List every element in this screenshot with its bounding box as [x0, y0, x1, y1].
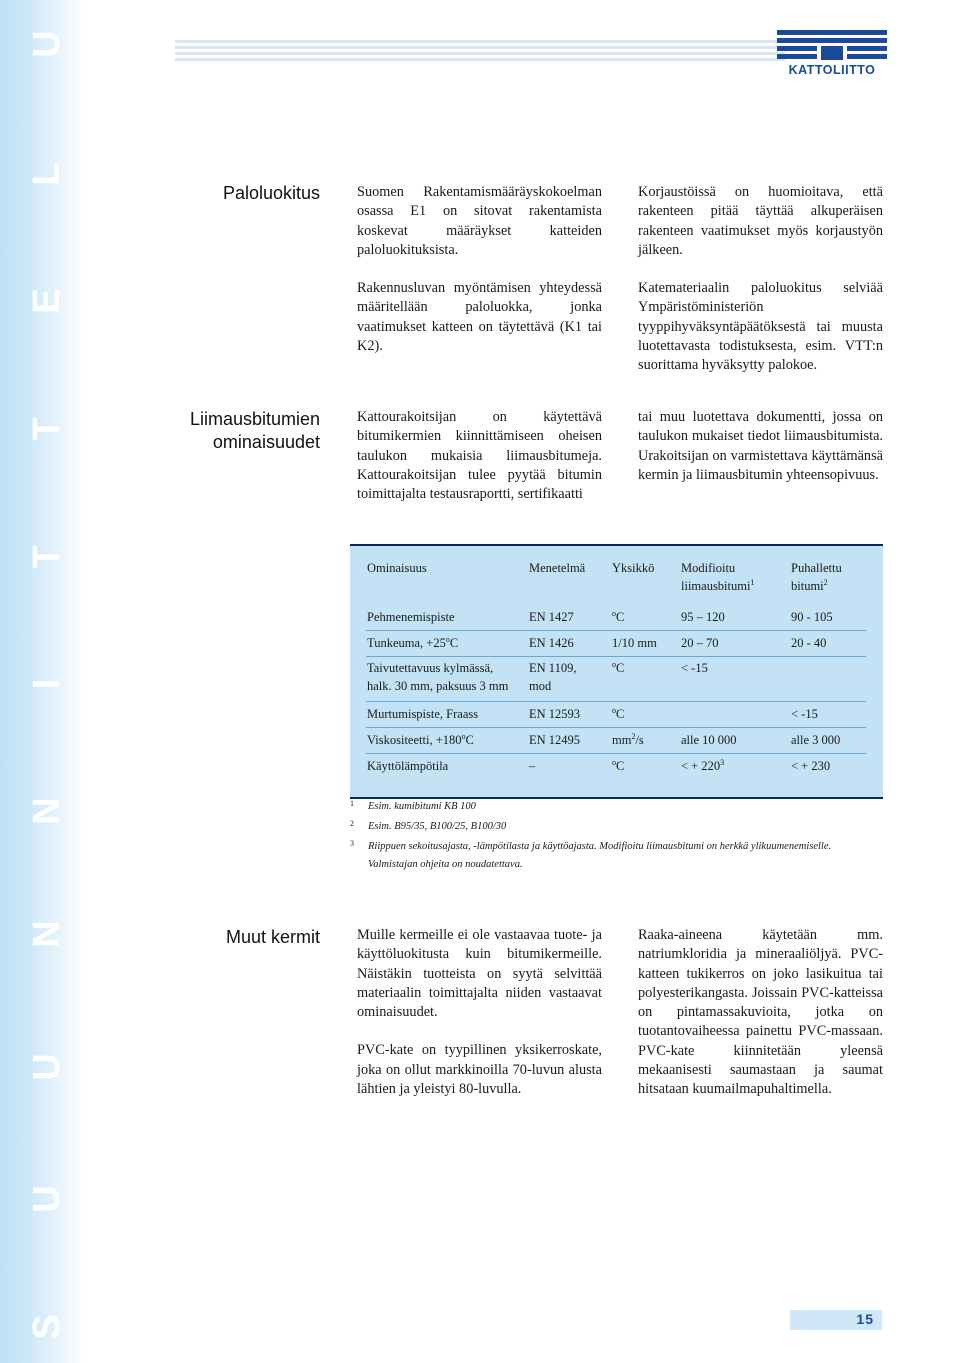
property-text: C [449, 636, 459, 650]
side-band-letter: S [26, 1314, 68, 1340]
footnote-number: 1 [350, 799, 354, 808]
table-row-divider [366, 630, 866, 631]
table-cell-method: EN 12495 [529, 733, 581, 747]
paloluokitus-left-column [357, 183, 602, 375]
table-cell-property [367, 731, 474, 749]
degree-mark: o [612, 706, 616, 715]
table-header-modifioitu [681, 559, 754, 595]
degree-mark: o [612, 609, 616, 618]
footnote-marker: 2 [823, 578, 828, 587]
paragraph: Muille kermeille ei ole vastaavaa tuote- ja käyttöluokitusta kuin bitumikermeille. Näistäkin tuotteista on syytä selvittää materiaalin toimittajalta niiden vastaavat ominaisuudet. [357, 927, 602, 1021]
section-title-muut-kermit: Muut kermit [225, 927, 320, 947]
unit-text: C [616, 661, 625, 675]
table-cell-unit [612, 705, 624, 723]
side-band-letter: T [26, 545, 68, 569]
paragraph: tai muu luotettava dokumentti, jossa on taulukon mukaiset tiedot liimausbitumista. Urakoitsijan on varmistettava käyttämänsä kermin ja liimausbitumin yhteensopivuus. [638, 409, 883, 483]
table-cell-property: Pehmenemispiste [367, 610, 455, 624]
table-cell-modified: alle 10 000 [681, 733, 737, 747]
unit-text: mm [612, 733, 632, 747]
side-band-letter: U [26, 30, 68, 58]
logo-mark-icon [777, 28, 887, 62]
unit-text: C [616, 759, 625, 773]
property-text: Taivutettavuus kylmässä, [367, 661, 494, 675]
table-row-divider [366, 701, 866, 702]
table-header-yksikko: Yksikkö [612, 561, 655, 575]
header-text: Modifioitu [681, 561, 736, 575]
property-text: halk. 30 mm, paksuus 3 mm [367, 679, 509, 693]
table-cell-property [367, 634, 458, 652]
table-cell-unit [612, 659, 624, 677]
table-row-divider [366, 656, 866, 657]
exponent-mark: 2 [631, 732, 636, 741]
table-cell-unit: 1/10 mm [612, 636, 657, 650]
table-header-menetelma: Menetelmä [529, 561, 586, 575]
footnote-text: Esim. B95/35, B100/25, B100/30 [368, 821, 507, 832]
side-band-letter: U [26, 1185, 68, 1213]
table-cell-method: EN 1426 [529, 636, 574, 650]
muut-kermit-right-column [638, 926, 883, 1119]
degree-mark: o [445, 635, 450, 644]
paragraph: Rakennusluvan myöntämisen yhteydessä määritellään paloluokka, jonka vaatimukset katteen on täytettävä (K1 tai K2). [357, 280, 602, 355]
table-header-puhallettu [791, 559, 842, 595]
footnote-text: Valmistajan ohjeita on noudatettava. [368, 859, 523, 870]
table-cell-modified: 95 – 120 [681, 610, 725, 624]
table-cell-modified: 20 – 70 [681, 636, 719, 650]
table-cell-blown: 20 - 40 [791, 636, 827, 650]
method-text: mod [529, 679, 552, 693]
section-title-line: Liimausbitumien [189, 409, 320, 429]
table-cell-blown: < + 230 [791, 759, 831, 773]
side-band-letter: I [26, 678, 68, 690]
unit-text: C [616, 707, 625, 721]
table-cell-method [529, 659, 576, 695]
muut-kermit-left-column [357, 926, 602, 1118]
side-band [0, 0, 85, 1363]
paragraph: Kattourakoitsijan on käytettävä bitumikermien kiinnittämiseen oheisen taulukon mukaisia liimausbitumeja. Kattourakoitsijan tulee pyytää bitumin toimittajalta testausraportti, sertifikaatti [357, 409, 602, 503]
footnote-text: Esim. kumibitumi KB 100 [368, 801, 476, 812]
table-row-divider [366, 753, 866, 754]
table-cell-blown: 90 - 105 [791, 610, 833, 624]
section-title-liimausbitumien [140, 408, 320, 454]
table-cell-method: EN 12593 [529, 707, 581, 721]
degree-mark: o [612, 660, 616, 669]
method-text: EN 1109, [529, 661, 577, 675]
liimausbitumien-right-column [638, 408, 883, 504]
table-cell-method: – [529, 759, 536, 773]
side-band-letter: L [26, 162, 68, 186]
table-cell-property [367, 659, 508, 695]
header-text: Puhallettu [791, 561, 842, 575]
footnote-number: 2 [350, 819, 354, 828]
table-cell-property: Murtumispiste, Fraass [367, 707, 479, 721]
table-cell-unit [612, 731, 644, 749]
degree-mark: o [461, 732, 466, 741]
paragraph: Raaka-aineena käytetään mm. natriumkloridia ja mineraaliöljyä. PVC-katteen tukikerros on joko lasikuitua tai polyesterikangasta. Joissain PVC-katteissa on pintamassakuvioita, jotka on tuotantovaiheessa painettu PVC-massaan. PVC-kate kiinnitetään yleensä mekaanisesti saumastaan ja saumat hitsataan kuumailmapuhaltimella. [638, 927, 883, 1098]
section-title-paloluokitus: Paloluokitus [222, 183, 320, 203]
footnote-marker: 3 [720, 758, 725, 767]
table-cell-unit [612, 608, 624, 626]
table-row-divider [366, 727, 866, 728]
table-cell-blown: alle 3 000 [791, 733, 841, 747]
table-cell-method: EN 1427 [529, 610, 574, 624]
side-band-letter: N [26, 920, 68, 948]
table-cell-modified [681, 757, 724, 775]
footnote-number: 3 [350, 839, 354, 848]
side-band-letter: N [26, 797, 68, 825]
side-band-letter: E [26, 288, 68, 314]
properties-table [350, 544, 883, 799]
paragraph: Suomen Rakentamismääräyskokoelman osassa E1 on sitovat rakentamista koskevat määräykset katteiden paloluokituksista. [357, 184, 602, 258]
paragraph: PVC-kate on tyypillinen yksikerroskate, joka on ollut markkinoilla 70-luvun alusta lähtien ja yleistyi 80-luvulla. [357, 1042, 602, 1098]
table-cell-blown: < -15 [791, 707, 818, 721]
property-text: Viskositeetti, +180 [367, 733, 462, 747]
paloluokitus-right-column [638, 183, 883, 395]
paragraph: Korjaustöissä on huomioitava, että rakenteen pitää täyttää alkuperäisen rakenteen vaatimukset myös korjaustyön jälkeen. [638, 184, 883, 258]
degree-mark: o [612, 758, 616, 767]
liimausbitumien-left-column [357, 408, 602, 523]
header-stripes [175, 40, 785, 62]
header-text: liimausbitumi [681, 579, 751, 593]
page-number-box [790, 1310, 882, 1330]
table-cell-unit [612, 757, 624, 775]
footnote-text: Riippuen sekoitusajasta, -lämpötilasta ja käyttöajasta. Modifioitu liimausbitumi on herkkä ylikuumenemiselle. [368, 841, 832, 852]
value-text: < + 220 [681, 759, 721, 773]
paragraph: Katemateriaalin paloluokitus selviää Ympäristöministeriön tyyppihyväksyntäpäätöksestä tai muusta luotettavasta todistuksesta, esim. VTT:n suorittama hyväksytty palokoe. [638, 280, 883, 374]
table-cell-property: Käyttölämpötila [367, 759, 449, 773]
property-text: C [465, 733, 474, 747]
footnote-marker: 1 [750, 578, 755, 587]
section-title-line: ominaisuudet [212, 432, 320, 452]
table-cell-modified: < -15 [681, 661, 708, 675]
unit-text: /s [635, 733, 644, 747]
side-band-letter: U [26, 1053, 68, 1081]
header-text: bitumi [791, 579, 824, 593]
property-text: Tunkeuma, +25 [367, 636, 446, 650]
kattoliitto-logo [777, 28, 887, 76]
unit-text: C [616, 610, 625, 624]
page-number: 15 [856, 1311, 874, 1327]
table-header-ominaisuus: Ominaisuus [367, 561, 427, 575]
logo-text: KATTOLIITTO [788, 63, 876, 77]
side-band-letter: T [26, 417, 68, 441]
